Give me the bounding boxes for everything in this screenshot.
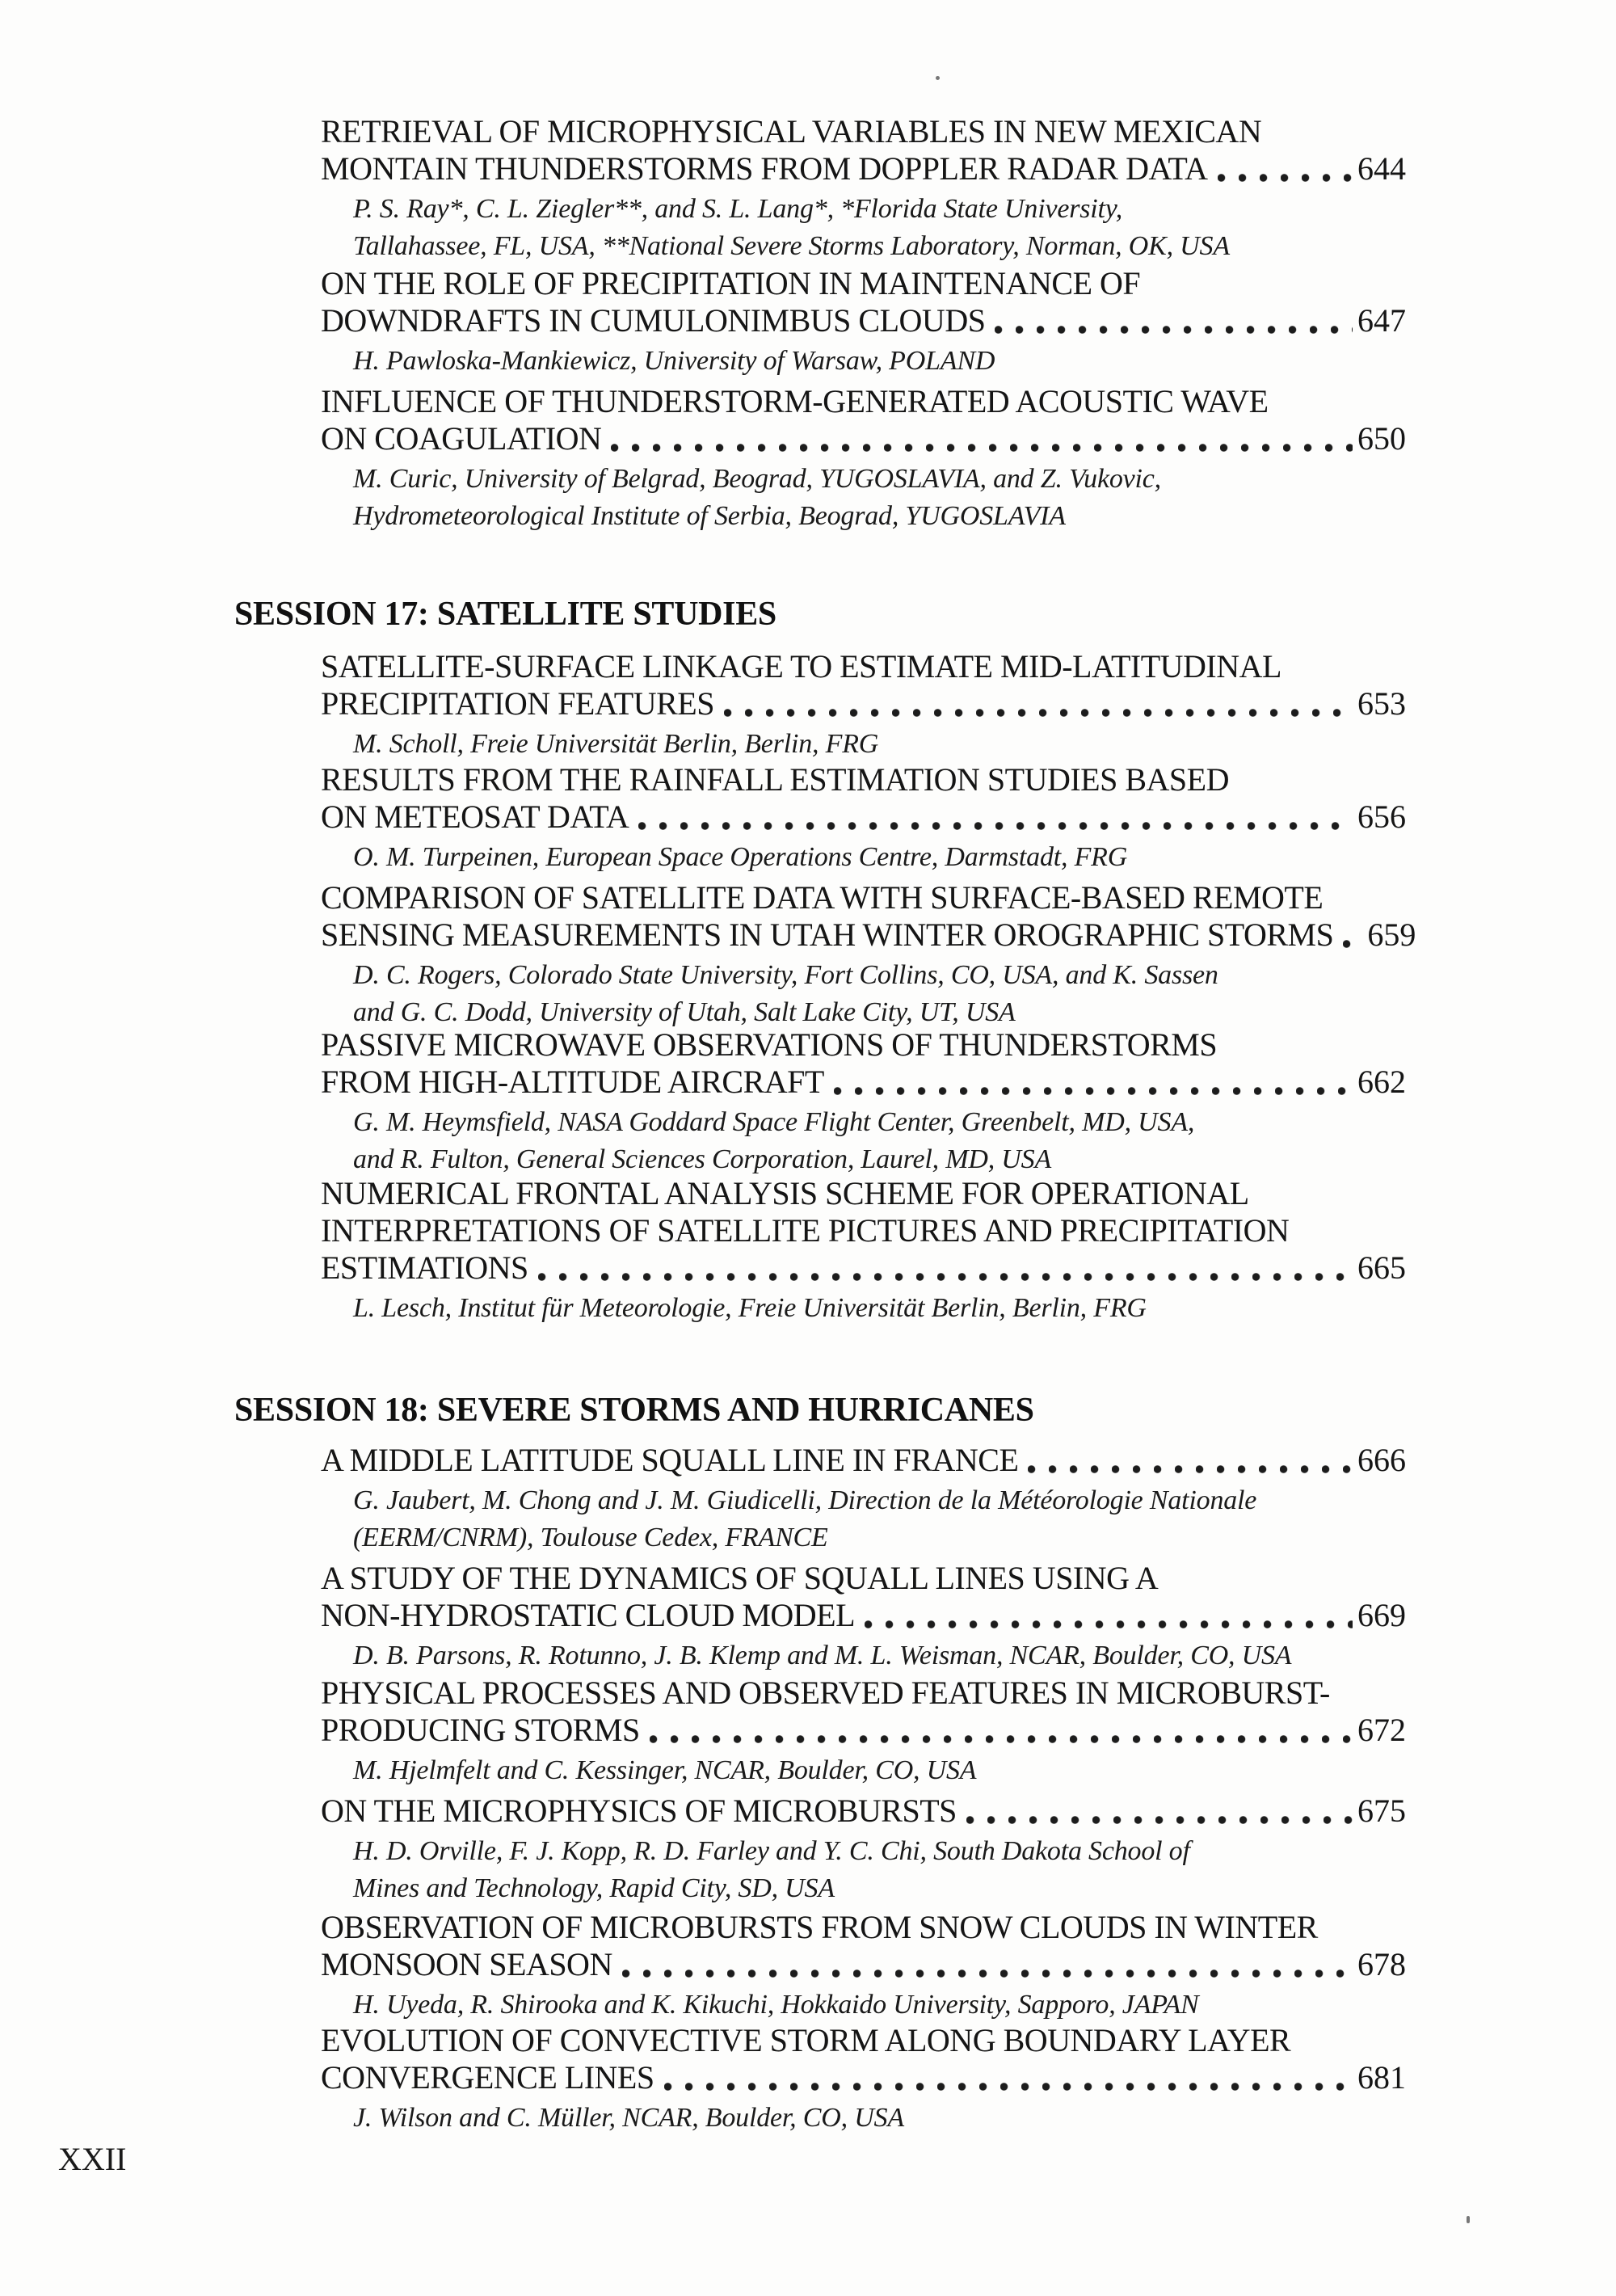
page-number: 659 bbox=[1367, 916, 1416, 953]
entry-title-line bbox=[321, 1026, 1406, 1064]
entry-authors-line: H. D. Orville, F. J. Kopp, R. D. Farley and Y. C. Chi, South Dakota School of bbox=[353, 1836, 1190, 1866]
entry-title-text: SATELLITE-SURFACE LINKAGE TO ESTIMATE MID-LATITUDINAL bbox=[321, 648, 1281, 685]
toc-entry bbox=[321, 1909, 1406, 2024]
entry-title-text: SENSING MEASUREMENTS IN UTAH WINTER OROGRAPHIC STORMS bbox=[321, 916, 1334, 953]
entry-title-text: FROM HIGH-ALTITUDE AIRCRAFT bbox=[321, 1064, 824, 1100]
dot-leader bbox=[1218, 174, 1353, 182]
page-number: 681 bbox=[1357, 2059, 1406, 2096]
entry-authors bbox=[353, 461, 1406, 535]
entry-authors bbox=[353, 839, 1406, 876]
page-number: 662 bbox=[1357, 1064, 1406, 1100]
entry-title-line bbox=[321, 879, 1406, 916]
entry-authors bbox=[353, 1637, 1406, 1675]
entry-title-line bbox=[321, 761, 1406, 798]
entry-authors bbox=[353, 1104, 1406, 1178]
entry-title-text: A STUDY OF THE DYNAMICS OF SQUALL LINES USING A bbox=[321, 1560, 1159, 1596]
entry-authors bbox=[353, 726, 1406, 763]
toc-entry bbox=[321, 1675, 1406, 1789]
entry-authors-line: Tallahassee, FL, USA, **National Severe Storms Laboratory, Norman, OK, USA bbox=[353, 231, 1230, 261]
toc-entry bbox=[321, 1560, 1406, 1675]
entry-authors bbox=[353, 2100, 1406, 2137]
entry-authors bbox=[353, 343, 1406, 380]
toc-entry bbox=[321, 383, 1406, 535]
dot-leader bbox=[1028, 1465, 1353, 1473]
entry-title-line bbox=[321, 1442, 1406, 1479]
entry-title-line bbox=[321, 1675, 1406, 1712]
entry-authors-line: Mines and Technology, Rapid City, SD, USA bbox=[353, 1873, 835, 1903]
page-number: 650 bbox=[1357, 420, 1406, 457]
entry-title-text: PRODUCING STORMS bbox=[321, 1712, 640, 1748]
entry-authors-line: M. Scholl, Freie Universität Berlin, Berlin, FRG bbox=[353, 729, 879, 759]
page-number: 675 bbox=[1357, 1793, 1406, 1829]
dot-leader bbox=[611, 444, 1353, 452]
entry-title-line bbox=[321, 1064, 1406, 1101]
entry-title-text: COMPARISON OF SATELLITE DATA WITH SURFACE-BASED REMOTE bbox=[321, 879, 1324, 916]
entry-title-text: INTERPRETATIONS OF SATELLITE PICTURES AND PRECIPITATION bbox=[321, 1212, 1290, 1249]
entry-authors-line: L. Lesch, Institut für Meteorologie, Freie Universität Berlin, Berlin, FRG bbox=[353, 1293, 1147, 1323]
dot-leader bbox=[834, 1087, 1353, 1095]
entry-title-line bbox=[321, 1597, 1406, 1634]
page-number: 672 bbox=[1357, 1712, 1406, 1748]
entry-authors-line: H. Uyeda, R. Shirooka and K. Kikuchi, Hokkaido University, Sapporo, JAPAN bbox=[353, 1990, 1199, 2020]
dot-leader bbox=[638, 822, 1353, 830]
entry-title-text: ON METEOSAT DATA bbox=[321, 798, 629, 835]
entry-title-text: RESULTS FROM THE RAINFALL ESTIMATION STUDIES BASED bbox=[321, 761, 1229, 798]
entry-authors-line: D. C. Rogers, Colorado State University, Fort Collins, CO, USA, and K. Sassen bbox=[353, 960, 1218, 990]
entry-authors-line: O. M. Turpeinen, European Space Operations Centre, Darmstadt, FRG bbox=[353, 842, 1128, 872]
session-header: SESSION 18: SEVERE STORMS AND HURRICANES bbox=[234, 1392, 1034, 1429]
entry-title-text: MONSOON SEASON bbox=[321, 1946, 612, 1982]
entry-title-text: NUMERICAL FRONTAL ANALYSIS SCHEME FOR OPERATIONAL bbox=[321, 1175, 1249, 1211]
entry-authors bbox=[353, 1482, 1406, 1557]
entry-authors bbox=[353, 1752, 1406, 1789]
toc-entry bbox=[321, 1026, 1406, 1178]
entry-authors-line: M. Hjelmfelt and C. Kessinger, NCAR, Boulder, CO, USA bbox=[353, 1755, 977, 1785]
entry-title-line bbox=[321, 798, 1406, 836]
toc-entry bbox=[321, 1442, 1406, 1557]
page-number: 656 bbox=[1357, 798, 1406, 835]
entry-authors-line: G. M. Heymsfield, NASA Goddard Space Flight Center, Greenbelt, MD, USA, bbox=[353, 1107, 1195, 1137]
toc-entry bbox=[321, 761, 1406, 876]
entry-authors-line: and G. C. Dodd, University of Utah, Salt Lake City, UT, USA bbox=[353, 997, 1016, 1027]
entry-title-line bbox=[321, 648, 1406, 685]
page-number: 653 bbox=[1357, 685, 1406, 722]
entry-title-text: RETRIEVAL OF MICROPHYSICAL VARIABLES IN NEW MEXICAN bbox=[321, 113, 1262, 150]
dot-leader bbox=[1343, 940, 1362, 948]
toc-entry bbox=[321, 265, 1406, 380]
page-number: 665 bbox=[1357, 1249, 1406, 1286]
entry-title-text: CONVERGENCE LINES bbox=[321, 2059, 654, 2096]
entry-title-line bbox=[321, 265, 1406, 302]
entry-title-line bbox=[321, 1212, 1406, 1249]
entry-title-line bbox=[321, 1712, 1406, 1749]
dot-leader bbox=[966, 1816, 1353, 1824]
entry-title-text: ON COAGULATION bbox=[321, 420, 602, 457]
entry-authors-line: G. Jaubert, M. Chong and J. M. Giudicelli, Direction de la Météorologie Nationale bbox=[353, 1485, 1257, 1515]
toc-entry bbox=[321, 113, 1406, 265]
dot-leader bbox=[995, 326, 1353, 334]
dot-leader bbox=[664, 2083, 1353, 2091]
entry-authors-line: and R. Fulton, General Sciences Corporation, Laurel, MD, USA bbox=[353, 1144, 1052, 1174]
entry-authors bbox=[353, 1986, 1406, 2024]
dot-leader bbox=[538, 1273, 1353, 1281]
entry-title-line bbox=[321, 302, 1406, 339]
entry-title-text: A MIDDLE LATITUDE SQUALL LINE IN FRANCE bbox=[321, 1442, 1019, 1478]
dot-leader bbox=[865, 1620, 1353, 1628]
entry-title-line bbox=[321, 685, 1406, 723]
entry-title-text: PHYSICAL PROCESSES AND OBSERVED FEATURES IN MICROBURST- bbox=[321, 1675, 1330, 1711]
entry-authors-line: H. Pawloska-Mankiewicz, University of Warsaw, POLAND bbox=[353, 346, 995, 376]
entry-authors bbox=[353, 957, 1406, 1031]
page-number: 669 bbox=[1357, 1597, 1406, 1633]
entry-title-text: EVOLUTION OF CONVECTIVE STORM ALONG BOUNDARY LAYER bbox=[321, 2022, 1291, 2058]
scan-speck bbox=[1467, 2216, 1470, 2223]
entry-authors bbox=[353, 1833, 1406, 1907]
entry-title-text: ESTIMATIONS bbox=[321, 1249, 528, 1286]
page-number: 644 bbox=[1357, 150, 1406, 187]
toc-entry bbox=[321, 1175, 1406, 1327]
page-number: 666 bbox=[1357, 1442, 1406, 1478]
entry-title-line bbox=[321, 1946, 1406, 1983]
footer-page-number: XXII bbox=[58, 2141, 127, 2177]
toc-entry bbox=[321, 879, 1416, 1031]
toc-entry bbox=[321, 648, 1406, 763]
entry-title-text: MONTAIN THUNDERSTORMS FROM DOPPLER RADAR DATA bbox=[321, 150, 1208, 187]
dot-leader bbox=[650, 1735, 1353, 1743]
entry-authors-line: M. Curic, University of Belgrad, Beograd, YUGOSLAVIA, and Z. Vukovic, bbox=[353, 464, 1161, 494]
entry-title-line bbox=[321, 2059, 1406, 2096]
entry-title-text: ON THE MICROPHYSICS OF MICROBURSTS bbox=[321, 1793, 957, 1829]
dot-leader bbox=[724, 709, 1353, 717]
entry-title-line bbox=[321, 1909, 1406, 1946]
toc-entry bbox=[321, 1793, 1406, 1907]
entry-title-line bbox=[321, 113, 1406, 150]
entry-title-text: OBSERVATION OF MICROBURSTS FROM SNOW CLOUDS IN WINTER bbox=[321, 1909, 1318, 1945]
entry-authors-line: D. B. Parsons, R. Rotunno, J. B. Klemp and M. L. Weisman, NCAR, Boulder, CO, USA bbox=[353, 1641, 1292, 1670]
entry-authors-line: Hydrometeorological Institute of Serbia, Beograd, YUGOSLAVIA bbox=[353, 501, 1066, 531]
dot-leader bbox=[622, 1970, 1353, 1978]
session-header: SESSION 17: SATELLITE STUDIES bbox=[234, 596, 776, 633]
entry-title-text: NON-HYDROSTATIC CLOUD MODEL bbox=[321, 1597, 856, 1633]
page-number: 678 bbox=[1357, 1946, 1406, 1982]
entry-title-line bbox=[321, 383, 1406, 420]
entry-title-line bbox=[321, 1793, 1406, 1830]
entry-title-line bbox=[321, 1249, 1406, 1287]
entry-title-line bbox=[321, 2022, 1406, 2059]
entry-authors bbox=[353, 191, 1406, 265]
entry-authors bbox=[353, 1290, 1406, 1327]
entry-title-text: DOWNDRAFTS IN CUMULONIMBUS CLOUDS bbox=[321, 302, 986, 339]
entry-title-line bbox=[321, 150, 1406, 187]
entry-authors-line: (EERM/CNRM), Toulouse Cedex, FRANCE bbox=[353, 1523, 828, 1552]
entry-title-line bbox=[321, 1175, 1406, 1212]
page-number: 647 bbox=[1357, 302, 1406, 339]
entry-authors-line: J. Wilson and C. Müller, NCAR, Boulder, CO, USA bbox=[353, 2103, 904, 2133]
toc-entry bbox=[321, 2022, 1406, 2137]
entry-title-text: PRECIPITATION FEATURES bbox=[321, 685, 714, 722]
entry-title-line bbox=[321, 916, 1416, 954]
entry-title-text: PASSIVE MICROWAVE OBSERVATIONS OF THUNDERSTORMS bbox=[321, 1026, 1218, 1063]
entry-title-text: INFLUENCE OF THUNDERSTORM-GENERATED ACOUSTIC WAVE bbox=[321, 383, 1269, 419]
entry-title-text: ON THE ROLE OF PRECIPITATION IN MAINTENANCE OF bbox=[321, 265, 1141, 301]
entry-title-line bbox=[321, 420, 1406, 457]
scan-speck bbox=[936, 76, 940, 80]
entry-authors-line: P. S. Ray*, C. L. Ziegler**, and S. L. Lang*, *Florida State University, bbox=[353, 194, 1123, 224]
entry-title-line bbox=[321, 1560, 1406, 1597]
